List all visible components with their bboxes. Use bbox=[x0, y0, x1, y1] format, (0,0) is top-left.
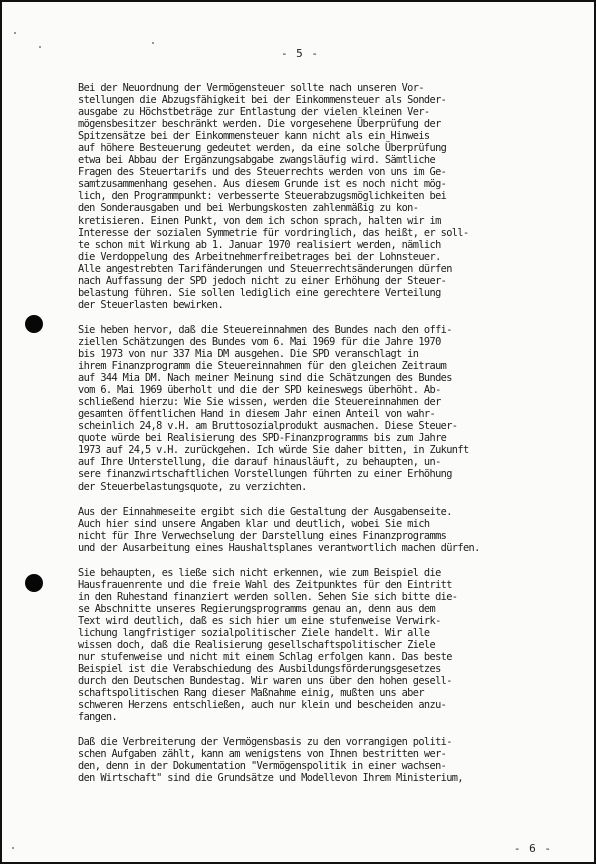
text-line: nach Auffassung der SPD jedoch nicht zu einer Erhöhung der Steuer- bbox=[78, 274, 447, 287]
text-line: belastung führen. Sie sollen lediglich eine gerechtere Verteilung bbox=[78, 286, 441, 299]
text-line: auf 344 Mia DM. Nach meiner Meinung sind die Schätzungen des Bundes bbox=[78, 372, 452, 385]
text-line: Bei der Neuordnung der Vermögensteuer sollte nach unseren Vor- bbox=[78, 82, 424, 94]
text-line: den, denn in der Dokumentation "Vermögenspolitik in einer wachsen- bbox=[78, 760, 447, 773]
text-line: se Abschnitte unseres Regierungsprogramms genau an, denn aus dem bbox=[78, 602, 436, 615]
paragraph bbox=[78, 567, 558, 724]
text-line: gesamten öffentlichen Hand in diesem Jahr einen Anteil von wahr- bbox=[78, 408, 436, 421]
text-line: Interesse der sozialen Symmetrie für vordringlich, das heißt, er soll- bbox=[78, 226, 469, 239]
text-line: kretisieren. Einen Punkt, von dem ich schon sprach, halten wir im bbox=[78, 214, 441, 227]
text-line: Alle angestrebten Tarifänderungen und Steuerrechtsänderungen dürfen bbox=[78, 262, 452, 275]
text-line: lichung langfristiger sozialpolitischer Ziele handelt. Wir alle bbox=[78, 626, 430, 639]
text-line: lich, den Programmpunkt: verbesserte Steuerabzugsmöglichkeiten bei bbox=[78, 190, 447, 203]
text-line: die Verdoppelung des Arbeitnehmerfreibetrages bei der Lohnsteuer. bbox=[78, 250, 441, 263]
text-line: Sie heben hervor, daß die Steuereinnahmen des Bundes nach den offi- bbox=[78, 323, 452, 336]
scan-speck bbox=[12, 847, 14, 849]
text-line: Auch hier sind unsere Angaben klar und deutlich, wobei Sie mich bbox=[78, 517, 430, 530]
text-line: schaftspolitischen Rang dieser Maßnahme einig, mußten uns aber bbox=[78, 687, 424, 700]
text-line: schweren Herzens entschließen, auch nur klein und bescheiden anzu- bbox=[78, 699, 447, 712]
text-line: bis 1973 von nur 337 Mia DM ausgehen. Die SPD veranschlagt in bbox=[78, 347, 419, 360]
text-line: der Steuerbelastungsquote, zu verzichten. bbox=[78, 480, 307, 493]
text-line: fangen. bbox=[78, 711, 118, 724]
text-line: quote würde bei Realisierung des SPD-Finanzprogramms bis zum Jahre bbox=[78, 432, 447, 445]
text-line: te schon mit Wirkung ab 1. Januar 1970 realisiert werden, nämlich bbox=[78, 238, 441, 251]
punch-hole bbox=[25, 315, 43, 333]
text-line: Fragen des Steuertarifs und des Steuerrechts werden von uns im Ge- bbox=[78, 166, 447, 179]
text-line: etwa bei Abbau der Ergänzungsabgabe zwangsläufig wird. Sämtliche bbox=[78, 154, 436, 167]
letter-body bbox=[78, 82, 558, 798]
text-line: scheinlich 24,8 v.H. am Bruttosozialprodukt ausmachen. Diese Steuer- bbox=[78, 420, 458, 433]
text-line: Beispiel ist die Verabschiedung des Ausbildungsförderungsgesetzes bbox=[78, 663, 441, 676]
text-line: ziellen Schätzungen des Bundes vom 6. Mai 1969 für die Jahre 1970 bbox=[78, 335, 441, 348]
text-line: Spitzensätze bei der Einkommensteuer kann nicht als ein Hinweis bbox=[78, 130, 430, 143]
text-line: ausgabe zu Höchstbeträge zur Entlastung der vielen kleinen Ver- bbox=[78, 106, 430, 119]
text-line: Sie behaupten, es ließe sich nicht erkennen, wie zum Beispiel die bbox=[78, 566, 441, 579]
text-line: der Steuerlasten bewirken. bbox=[78, 298, 224, 311]
text-line: ihrem Finanzprogramm die Steuereinnahmen für den gleichen Zeitraum bbox=[78, 360, 447, 373]
scan-speck bbox=[152, 42, 154, 44]
text-line: durch den Deutschen Bundestag. Wir waren uns über den hohen gesell- bbox=[78, 675, 452, 688]
paragraph bbox=[78, 82, 558, 311]
text-line: nur stufenweise und nicht mit einem Schlag erfolgen kann. Das beste bbox=[78, 651, 452, 664]
paragraph bbox=[78, 324, 558, 493]
text-line: stellungen die Abzugsfähigkeit bei der Einkommensteuer als Sonder- bbox=[78, 94, 447, 107]
paragraph bbox=[78, 506, 558, 554]
text-line: nicht für Ihre Verwechselung der Darstellung eines Finanzprogramms bbox=[78, 529, 447, 542]
text-line: sere finanzwirtschaftlichen Vorstellungen führten zu einer Erhöhung bbox=[78, 468, 452, 481]
text-line: samtzusammenhang gesehen. Aus diesem Grunde ist es noch nicht mög- bbox=[78, 178, 447, 191]
text-line: auf höhere Besteuerung gedeutet werden, da eine solche Überprüfung bbox=[78, 142, 447, 155]
text-line: den Sonderausgaben und bei Werbungskosten zahlenmäßig zu kon- bbox=[78, 202, 419, 215]
text-line: schen Aufgaben zählt, kann am wenigstens von Ihnen bestritten wer- bbox=[78, 748, 447, 761]
page-number: - 5 - bbox=[280, 47, 320, 60]
text-line: Hausfrauenrente und die freie Wahl des Zeitpunktes für den Eintritt bbox=[78, 578, 452, 591]
text-line: auf Ihre Unterstellung, die darauf hinausläuft, zu behaupten, un- bbox=[78, 456, 441, 469]
text-line: Daß die Verbreiterung der Vermögensbasis zu den vorrangigen politi- bbox=[78, 736, 452, 749]
text-line: Aus der Einnahmeseite ergibt sich die Gestaltung der Ausgabenseite. bbox=[78, 505, 452, 518]
text-line: schließend hierzu: Wie Sie wissen, werden die Steuereinnahmen der bbox=[78, 396, 441, 409]
paragraph bbox=[78, 736, 558, 784]
text-line: den Wirtschaft" sind die Grundsätze und Modellevon Ihrem Ministerium, bbox=[78, 772, 463, 785]
text-line: Text wird deutlich, daß es sich hier um eine stufenweise Verwirk- bbox=[78, 614, 441, 627]
punch-hole bbox=[25, 574, 43, 592]
text-line: und der Ausarbeitung eines Haushaltsplanes verantwortlich machen dürfen. bbox=[78, 541, 480, 554]
next-page-marker: - 6 - bbox=[513, 842, 552, 855]
text-line: in den Ruhestand finanziert werden sollen. Sehen Sie sich bitte die- bbox=[78, 590, 458, 603]
text-line: vom 6. Mai 1969 überholt und die der SPD keineswegs überhöht. Ab- bbox=[78, 384, 441, 397]
text-line: mögensbesitzer beschränkt werden. Die vorgesehene Überprüfung der bbox=[78, 118, 441, 131]
text-line: wissen doch, daß die Realisierung gesellschaftspolitischer Ziele bbox=[78, 639, 436, 652]
scan-speck bbox=[14, 32, 16, 34]
text-line: 1973 auf 24,5 v.H. zurückgehen. Ich würde Sie daher bitten, in Zukunft bbox=[78, 444, 469, 457]
